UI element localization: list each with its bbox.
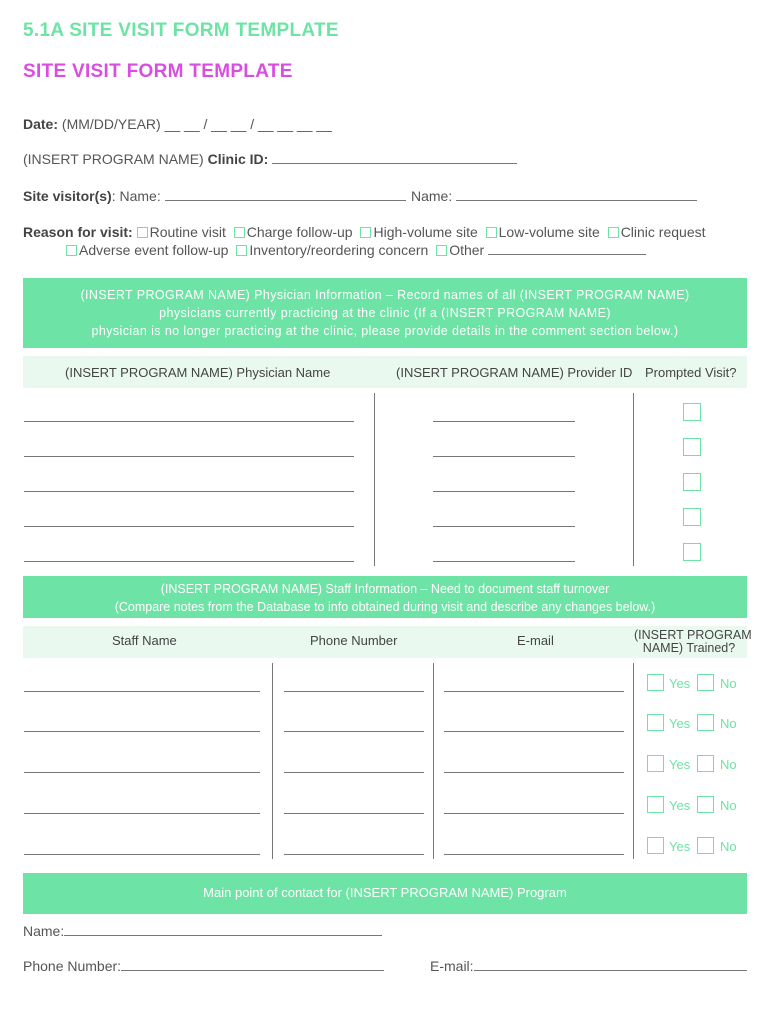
trained-yes-label: Yes bbox=[669, 757, 691, 772]
contact-name-field[interactable] bbox=[64, 924, 382, 936]
contact-name-label: Name: bbox=[23, 923, 65, 939]
contact-email-row bbox=[430, 958, 747, 974]
reason-option[interactable]: Charge follow-up bbox=[234, 224, 353, 240]
staff-phone-field[interactable] bbox=[284, 691, 424, 692]
trained-yes-checkbox[interactable] bbox=[647, 755, 664, 772]
col-phone-number: Phone Number bbox=[310, 633, 398, 648]
prompted-visit-checkbox[interactable] bbox=[683, 403, 701, 421]
checkbox-icon[interactable] bbox=[234, 227, 245, 238]
prompted-visit-checkbox[interactable] bbox=[683, 473, 701, 491]
provider-id-field[interactable] bbox=[433, 491, 575, 492]
reason-option[interactable]: Inventory/reordering concern bbox=[236, 242, 428, 258]
reason-row-1 bbox=[23, 224, 706, 240]
trained-no-checkbox[interactable] bbox=[697, 796, 714, 813]
staff-name-field[interactable] bbox=[24, 813, 260, 814]
reason-row-2 bbox=[66, 242, 646, 258]
trained-yes-checkbox[interactable] bbox=[647, 714, 664, 731]
staff-email-field[interactable] bbox=[444, 691, 624, 692]
staff-email-field[interactable] bbox=[444, 731, 624, 732]
trained-yes-checkbox[interactable] bbox=[647, 837, 664, 854]
visitor-name-label-2: Name: bbox=[411, 188, 453, 204]
band-line: (Compare notes from the Database to info obtained during visit and describe any changes below.) bbox=[114, 600, 656, 614]
clinic-prefix: (INSERT PROGRAM NAME) bbox=[23, 151, 204, 167]
other-reason-field[interactable] bbox=[488, 243, 646, 255]
staff-name-field[interactable] bbox=[24, 691, 260, 692]
physician-name-field[interactable] bbox=[24, 526, 354, 527]
trained-no-label: No bbox=[720, 716, 737, 731]
form-title: SITE VISIT FORM TEMPLATE bbox=[23, 61, 293, 82]
visitors-row bbox=[23, 188, 406, 204]
visitors-label: Site visitor(s) bbox=[23, 188, 112, 204]
column-divider bbox=[272, 663, 273, 859]
column-divider bbox=[633, 663, 634, 859]
trained-yes-checkbox[interactable] bbox=[647, 674, 664, 691]
trained-yes-label: Yes bbox=[669, 716, 691, 731]
visitors-row-2 bbox=[411, 188, 697, 204]
checkbox-icon[interactable] bbox=[66, 245, 77, 256]
clinic-row bbox=[23, 151, 517, 167]
col-trained: (INSERT PROGRAM NAME) Trained? bbox=[634, 628, 752, 655]
staff-email-field[interactable] bbox=[444, 772, 624, 773]
staff-email-field[interactable] bbox=[444, 813, 624, 814]
contact-email-field[interactable] bbox=[474, 959, 747, 971]
visitor-name-field-2[interactable] bbox=[456, 189, 697, 201]
contact-band: Main point of contact for (INSERT PROGRAM NAME) Program bbox=[23, 873, 747, 914]
col-prompted-visit: Prompted Visit? bbox=[645, 365, 737, 380]
col-email: E-mail bbox=[517, 633, 554, 648]
staff-name-field[interactable] bbox=[24, 854, 260, 855]
visitor-name-field-1[interactable] bbox=[165, 189, 406, 201]
trained-no-checkbox[interactable] bbox=[697, 755, 714, 772]
staff-phone-field[interactable] bbox=[284, 731, 424, 732]
prompted-visit-checkbox[interactable] bbox=[683, 543, 701, 561]
prompted-visit-checkbox[interactable] bbox=[683, 438, 701, 456]
trained-no-label: No bbox=[720, 757, 737, 772]
contact-name-row bbox=[23, 923, 382, 939]
contact-phone-label: Phone Number: bbox=[23, 958, 122, 974]
reason-option[interactable]: Adverse event follow-up bbox=[66, 242, 228, 258]
column-divider bbox=[374, 393, 375, 566]
staff-info-band bbox=[23, 576, 747, 618]
reason-option[interactable]: Clinic request bbox=[608, 224, 706, 240]
trained-yes-checkbox[interactable] bbox=[647, 796, 664, 813]
trained-no-label: No bbox=[720, 839, 737, 854]
col-provider-id: (INSERT PROGRAM NAME) Provider ID bbox=[396, 365, 633, 380]
band-line: (INSERT PROGRAM NAME) Staff Information – Need to document staff turnover bbox=[160, 582, 610, 596]
trained-no-checkbox[interactable] bbox=[697, 714, 714, 731]
provider-id-field[interactable] bbox=[433, 561, 575, 562]
reason-option[interactable]: Routine visit bbox=[137, 224, 226, 240]
col-staff-name: Staff Name bbox=[112, 633, 177, 648]
staff-phone-field[interactable] bbox=[284, 813, 424, 814]
provider-id-field[interactable] bbox=[433, 526, 575, 527]
col-physician-name: (INSERT PROGRAM NAME) Physician Name bbox=[65, 365, 331, 380]
checkbox-icon[interactable] bbox=[486, 227, 497, 238]
trained-no-checkbox[interactable] bbox=[697, 837, 714, 854]
clinic-id-label: Clinic ID: bbox=[207, 151, 269, 167]
prompted-visit-checkbox[interactable] bbox=[683, 508, 701, 526]
reason-label: Reason for visit: bbox=[23, 224, 133, 240]
checkbox-icon[interactable] bbox=[436, 245, 447, 256]
trained-yes-label: Yes bbox=[669, 676, 691, 691]
physician-name-field[interactable] bbox=[24, 491, 354, 492]
staff-name-field[interactable] bbox=[24, 772, 260, 773]
physician-info-band bbox=[23, 278, 747, 348]
column-divider bbox=[633, 393, 634, 566]
checkbox-icon[interactable] bbox=[360, 227, 371, 238]
trained-no-label: No bbox=[720, 798, 737, 813]
trained-no-checkbox[interactable] bbox=[697, 674, 714, 691]
staff-email-field[interactable] bbox=[444, 854, 624, 855]
physician-name-field[interactable] bbox=[24, 561, 354, 562]
contact-phone-row bbox=[23, 958, 384, 974]
band-line: physicians currently practicing at the clinic (If a (INSERT PROGRAM NAME) bbox=[159, 306, 611, 320]
checkbox-icon[interactable] bbox=[137, 227, 148, 238]
provider-id-field[interactable] bbox=[433, 456, 575, 457]
provider-id-field[interactable] bbox=[433, 421, 575, 422]
date-row bbox=[23, 116, 332, 132]
reason-option[interactable]: Other bbox=[436, 242, 484, 258]
trained-yes-label: Yes bbox=[669, 839, 691, 854]
checkbox-icon[interactable] bbox=[236, 245, 247, 256]
staff-phone-field[interactable] bbox=[284, 772, 424, 773]
date-label: Date: bbox=[23, 116, 59, 132]
contact-phone-field[interactable] bbox=[121, 959, 384, 971]
date-format[interactable]: (MM/DD/YEAR) __ __ / __ __ / __ __ __ __ bbox=[61, 116, 332, 132]
section-title: 5.1A SITE VISIT FORM TEMPLATE bbox=[23, 20, 339, 41]
contact-email-label: E-mail: bbox=[430, 958, 474, 974]
physician-name-field[interactable] bbox=[24, 456, 354, 457]
visitor-name-label-1: : Name: bbox=[111, 188, 161, 204]
band-line: (INSERT PROGRAM NAME) Physician Information – Record names of all (INSERT PROGRAM NAME) bbox=[80, 288, 690, 302]
staff-name-field[interactable] bbox=[24, 731, 260, 732]
trained-yes-label: Yes bbox=[669, 798, 691, 813]
column-divider bbox=[433, 663, 434, 859]
trained-no-label: No bbox=[720, 676, 737, 691]
physician-name-field[interactable] bbox=[24, 421, 354, 422]
staff-phone-field[interactable] bbox=[284, 854, 424, 855]
band-line: physician is no longer practicing at the clinic, please provide details in the comment section below.) bbox=[91, 324, 679, 338]
clinic-id-field[interactable] bbox=[272, 152, 517, 164]
reason-option[interactable]: High-volume site bbox=[360, 224, 477, 240]
reason-option[interactable]: Low-volume site bbox=[486, 224, 600, 240]
checkbox-icon[interactable] bbox=[608, 227, 619, 238]
